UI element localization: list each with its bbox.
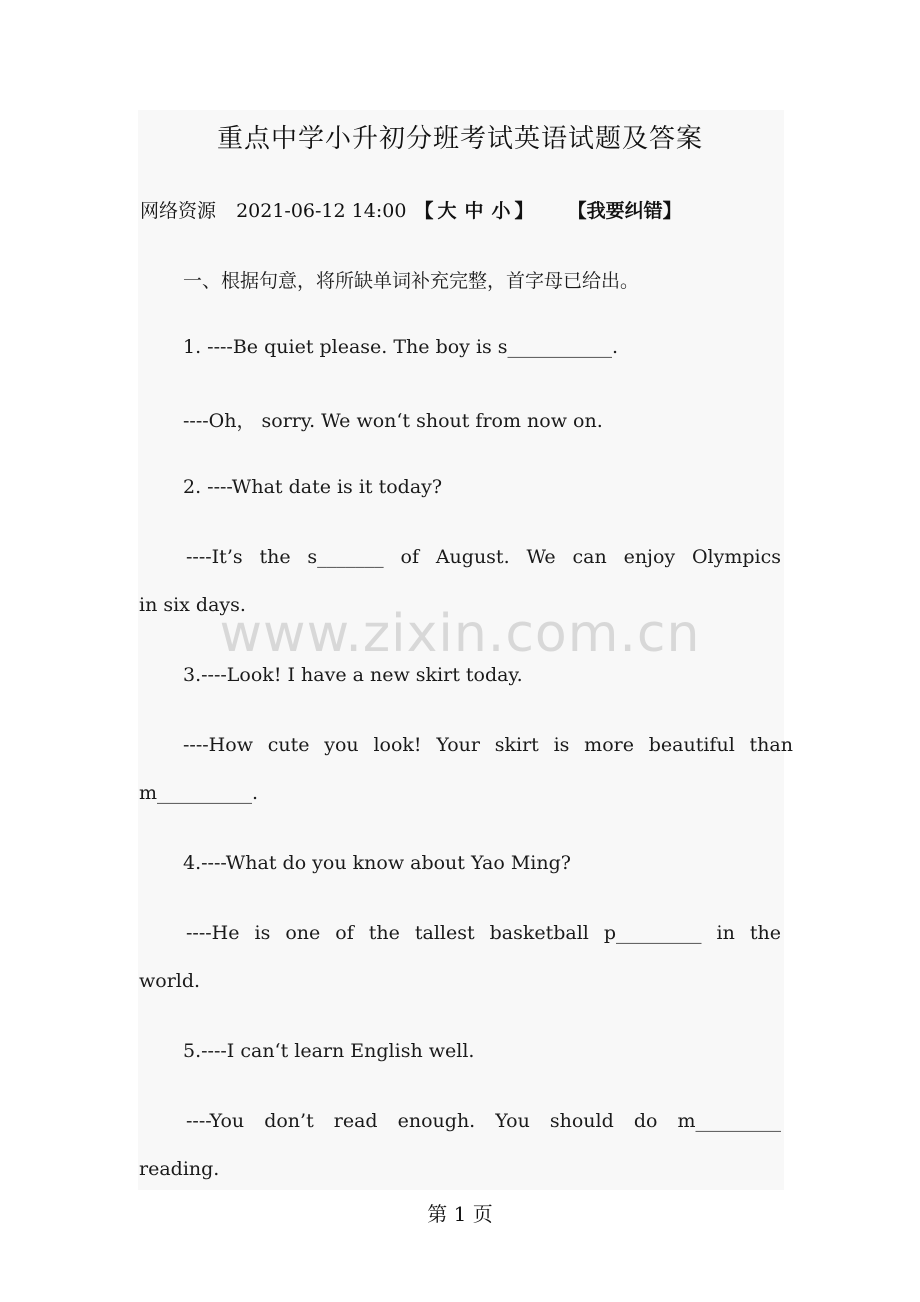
answer-line: ----Oh， sorry. We won‘t shout from now on. xyxy=(183,410,603,432)
meta-date: 2021-06-12 14:00 xyxy=(236,200,407,222)
answer-line: ----It’s the s_______ of August. We can enjoy Olympics xyxy=(186,546,781,568)
report-error-link[interactable]: 【我要纠错】 xyxy=(567,200,682,222)
page-number: 第 1 页 xyxy=(427,1202,493,1226)
font-size-bracket-close: 】 xyxy=(514,200,534,222)
font-size-small-link[interactable]: 小 xyxy=(491,200,511,222)
section-heading: 一、根据句意，将所缺单词补充完整，首字母已给出。 xyxy=(183,270,640,292)
question-line: 5.----I can‘t learn English well. xyxy=(183,1040,475,1062)
watermark: www.zixin.com.cn xyxy=(219,604,701,664)
page-title: 重点中学小升初分班考试英语试题及答案 xyxy=(216,124,703,154)
answer-line: ----He is one of the tallest basketball p_________ in the xyxy=(186,922,781,944)
font-size-large-link[interactable]: 大 xyxy=(437,200,457,222)
answer-line-continued: world. xyxy=(139,970,201,992)
answer-line: ----You don’t read enough. You should do m_________ xyxy=(186,1110,781,1132)
meta-source: 网络资源 xyxy=(140,200,217,222)
font-size-switcher xyxy=(414,196,533,223)
question-line: 4.----What do you know about Yao Ming? xyxy=(183,852,571,874)
answer-line-continued: m__________. xyxy=(139,782,259,804)
article-meta xyxy=(140,196,682,223)
answer-line-continued: in six days. xyxy=(139,594,246,616)
question-line: 2. ----What date is it today? xyxy=(183,476,443,498)
answer-line-continued: reading. xyxy=(139,1158,220,1180)
font-size-medium-link[interactable]: 中 xyxy=(464,200,484,222)
answer-line: ----How cute you look! Your skirt is more beautiful than xyxy=(183,734,793,756)
font-size-bracket-open: 【 xyxy=(414,200,434,222)
question-line: 1. ----Be quiet please. The boy is s___________. xyxy=(183,336,619,358)
question-line: 3.----Look! I have a new skirt today. xyxy=(183,664,523,686)
